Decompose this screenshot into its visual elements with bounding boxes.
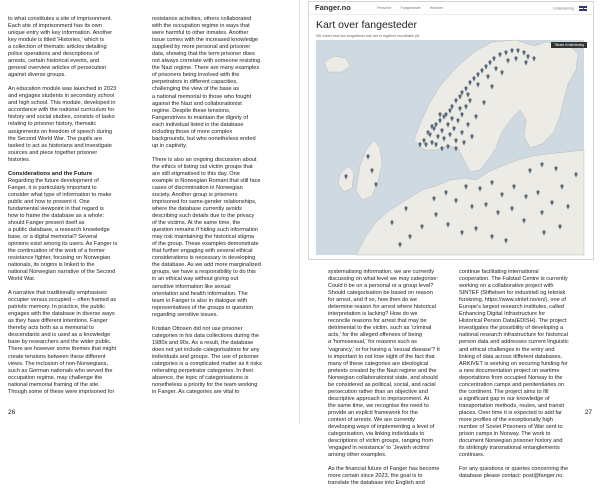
page-number-right: 27 xyxy=(584,409,592,416)
site-logo[interactable]: Fanger.no xyxy=(315,3,351,12)
map-title: Kart over fangesteder xyxy=(316,19,417,31)
right-column-1 xyxy=(328,269,453,494)
left-column-1 xyxy=(8,16,145,403)
section-heading: Considerations and the Future xyxy=(8,170,93,177)
site-navbar xyxy=(309,2,593,15)
site-nav-right xyxy=(553,6,587,11)
europe-map[interactable] xyxy=(316,40,584,255)
nav-link-personer[interactable]: Personer xyxy=(377,5,392,10)
website-screenshot xyxy=(308,1,594,260)
right-column-2 xyxy=(459,269,586,487)
paragraph: An education module was launched in 2023 and engages students in secondary school and high school. This module, developed in accordance with the national curriculum for history and social studies, consists of tasks relating to prisoner history, thematic assignments on freedom of speech during the Second World War. The pupils are tasked to act as historians and investigate sources and piece together prisoner histories. xyxy=(8,86,117,163)
paragraph: resistance activities, others collaborated with the occupation regime in ways that were harmful to other inmates. Another issue comes with the increased knowledge supplied by more personal and prisoner data, showing that the term prisoner does not always correlate with someone resisting the Nazi regime. There are many examples of prisoners being involved with the perpetrators in different capacities, challenging the view of the base as a national memorial to those who fought against the Nazi and collaborationist regime. Despite these tensions, Fangerstrives to maintain the dignity of each individual listed in the database including those of more complex backgrounds, but who nonetheless ended up in captivity. xyxy=(152,16,261,149)
nav-link-historier[interactable]: Historier xyxy=(429,5,444,10)
paragraph: systematising information, we are currently discussing on what level we may categorise: Could it be on a personal or a group level? Should categorisation be based on reason for arrest, and if so, how then do we determine reason for arrest where historical interpretation is lacking? How do we reconcile reasons for arrest that may be detrimental to the victim, such as 'criminal acts,' for the alleged offenses of being a 'homosexual,' for reasons such as 'vagrancy,' or for having a 'sexual disease'? It is important to not lose sight of the fact that many of these categories are ideological pretexts created by the Nazi regime and the Norwegian collaborationist state, and should be considered as political, social, and racial persecution rather than an objective and descriptive approach to imprisonment. At the same time, we recognise the need to provide an explicit framework for the context of arrests. We are currently developing ways of implementing a level of categorisation, via linking individuals to descriptions of victim groups, ranging from 'engaged in resistance' to 'Jewish victims' among other examples. xyxy=(328,269,440,459)
paragraph: Regarding the future development of Fanger, it is particularly important to consider what type of information to make public and how to present it. One fundamental viewpoint in that regard is how to frame the database as a whole: should Fanger present itself as a public database, a research knowledge base, or a digital memorial? Several opinions exist among its users. As Fanger is the continuation of the work of a former resistance fighter, focusing on Norwegian nationals, its origins is linked to the national Norwegian narrative of the Second World War. xyxy=(8,177,118,283)
paragraph: For any questions or queries concerning the database please contact: post@fanger.no. xyxy=(459,466,569,480)
paragraph: As the financial future of Fanger has become more certain since 2023, the goal is to translate the database into English and xyxy=(328,466,440,487)
left-page xyxy=(0,0,300,424)
paragraph: continue facilitating international cooperation. The Falstad Centre is currently working on a collaborative project with SINTEF (Stiftelsen for industriell og teknisk forskning, https://www.sintef.no/en/), one of Europe's largest research institutes, called Enhancing Digital Infrastructure for Historical Person Data(EDISH). The project investigates the possibility of developing a national research infrastructure for historical person data and addresses current linguistic and ethical challenges in the entry and linking of data across different databases. ARKIVET is working on securing funding for a new documentation project on wartime deportations from occupied Norway to the concentration camps and penitentiaries on the continent. The project aims to fill a significant gap in our knowledge of transportation methods, routes, and transit places. Over time it is expected to add far more profiles of the exceptionally high number of Soviet Prisoners of War sent to prison camps in Norway. The work to document Norwegian prisoner history and its strikingly transnational entanglements continues. xyxy=(459,269,569,459)
paragraph: Kristian Ottosen did not use prisoner categories in his data collections during the 1980s and 90s. As a result, the database does not yet include categorisations for any individuals and groups. The use of prisoner categories is a complicated matter as it risks reiterating perpetrator categories. In their absence, the topic of categorisations is nonetheless a priority for the team working in Fanger. As categories are vital to xyxy=(152,325,262,395)
page-number-left: 26 xyxy=(8,409,16,416)
map-area[interactable] xyxy=(316,40,584,255)
paragraph: There is also an ongoing discussion about the ethics of listing out victim groups that are still stigmatised to this day. One example is Norwegian Romani that still face cases of discrimination in Norwegian society. Another group is prisoners imprisoned for same-gender relationships, where the database currently avoids describing such details due to the privacy of the victims. At the same time, the question remains if hiding such information may risk maintaining the historical stigma of the group. These examples demonstrate that further engaging with several ethical considerations is necessary in developing the database. As we add more marginalized groups, we have a responsibility to do this in an ethical way without giving out sensitive information like sexual orientation and health information. The team in Fanger is also in dialogue with representatives of the groups in question regarding sensitive issues. xyxy=(152,156,261,318)
uk-flag-icon[interactable] xyxy=(579,6,587,11)
right-page xyxy=(300,0,600,487)
nav-link-fangesteder[interactable]: Fangesteder xyxy=(400,5,421,10)
nav-link-undervisning[interactable]: Undervisning xyxy=(553,5,574,10)
paragraph: A narrative that traditionally emphasises occupier versus occupied – often framed as patriotic memory. In practice, the public engages with the database in diverse ways as they have different intentions. Fanger thereby acts both as a memorial to descendants and is used as a knowledge base by researchers and the wider public. There are however some themes that might create tensions between these different views. The inclusion of non-Norwegians, such as German nationals who served the occupation regime, may challenge the national memorial framing of the site. Though some of these were imprisoned for xyxy=(8,290,117,395)
paragraph: to what constitutes a site of imprisonment. Each site of imprisonment has its own unique entry with key information. Another key module is titled 'Histories,' which is a collection of thematic articles detailing police operations and descriptions of arrests, certain historical events, and general overview articles of persecution against diverse groups. xyxy=(8,16,113,79)
map-subtitle: NB: Kartet viser kun fangesteder som det er registrert koordinater på. xyxy=(316,34,420,38)
site-menu xyxy=(377,6,451,10)
left-column-2 xyxy=(152,16,292,403)
back-to-list-button[interactable]: Tilbake til listevisning xyxy=(551,42,587,48)
